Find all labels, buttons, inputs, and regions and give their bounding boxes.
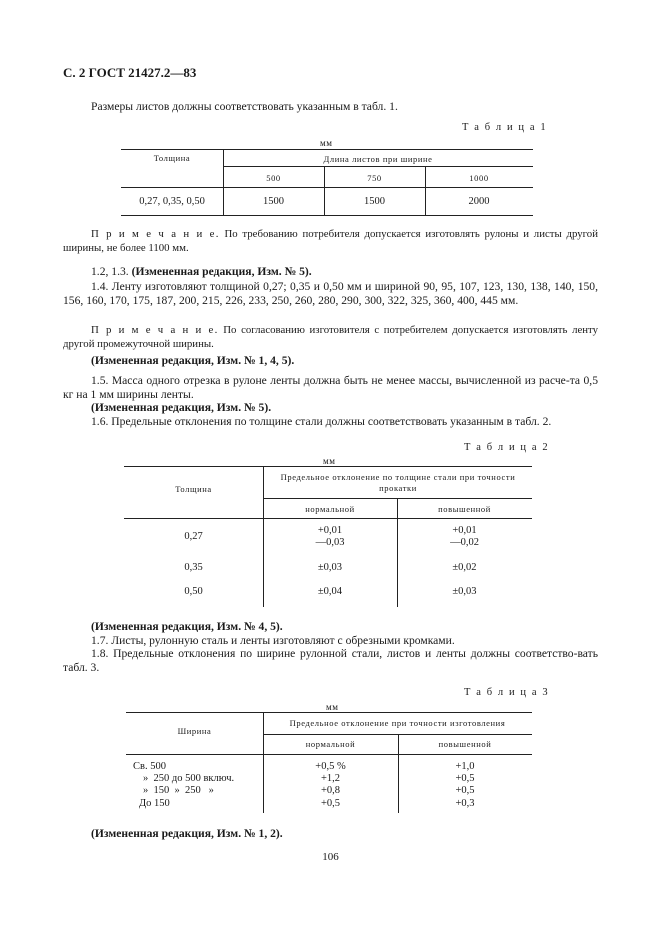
paragraph-1-6: 1.6. Предельные отклонения по толщине стали должны соответствовать указанным в табл. 2. <box>91 415 552 428</box>
table3-row4-width: До 150 <box>139 797 170 809</box>
table3-label: Т а б л и ц а 3 <box>464 687 550 698</box>
note1-head: П р и м е ч а н и е. <box>91 228 220 240</box>
table3-header-width: Ширина <box>177 726 212 736</box>
paragraph-1-4: 1.4. Ленту изготовляют толщиной 0,27; 0,35 и 0,50 мм и шириной 90, 95, 107, 123, 130, 138, 140, 150, 156, 160, 170, 175, 187, 200, 215, 226, 233, 250, 260, 280, 290, 300, 322, 325, 360, 400, 445 мм. <box>63 280 598 307</box>
paragraph-1-5: 1.5. Масса одного отрезка в рулоне ленты должна быть не менее массы, вычисленной из расче-та 0,5 кг на 1 мм ширины ленты. <box>63 374 598 401</box>
table3-header-high: повышенной <box>438 739 492 749</box>
table3-row3-high: +0,5 <box>455 785 475 797</box>
table2-row2-thickness: 0,35 <box>184 562 203 573</box>
table3-width-column <box>133 761 234 810</box>
table3-row1-width: Св. 500 <box>133 761 166 772</box>
table3-high-column <box>398 761 532 810</box>
paragraph-1-8: 1.8. Предельные отклонения по ширине рулонной стали, листов и ленты должны соответство-вать табл. 3. <box>63 647 598 674</box>
table2-row1-thickness: 0,27 <box>184 531 203 542</box>
table3-row1-normal: +0,5 % <box>315 761 346 772</box>
table2-header-normal: нормальной <box>305 504 355 514</box>
note2-text: По согласованию изготовителя с потребителем допускается изготовлять ленту другой промежуточной ширины. <box>63 324 598 350</box>
table1-header-length: Длина листов при ширине <box>323 154 433 164</box>
note1 <box>63 228 598 255</box>
table1-cell-500: 1500 <box>263 196 284 207</box>
table3-row1-high: +1,0 <box>455 761 475 772</box>
table1-cell-750: 1500 <box>364 196 385 207</box>
table3-row3-width: » 150 » 250 » <box>143 785 214 797</box>
table1-unit: мм <box>320 138 333 148</box>
page-header: С. 2 ГОСТ 21427.2—83 <box>63 65 197 80</box>
intro-paragraph: Размеры листов должны соответствовать указанным в табл. 1. <box>91 100 398 113</box>
table2-row3-thickness: 0,50 <box>184 586 203 597</box>
page-number: 106 <box>322 851 339 863</box>
table1-header-thickness: Толщина <box>153 153 191 163</box>
amendment-5: (Измененная редакция, Изм. № 5). <box>91 401 272 414</box>
table3-row4-normal: +0,5 <box>320 797 341 809</box>
table1-cell-thickness: 0,27, 0,35, 0,50 <box>139 196 205 207</box>
amendment-1-4-5: (Измененная редакция, Изм. № 1, 4, 5). <box>91 354 295 367</box>
amendment-4-5: (Измененная редакция, Изм. № 4, 5). <box>91 620 283 633</box>
table2-header-thickness: Толщина <box>175 484 212 494</box>
table3-row2-high: +0,5 <box>455 773 475 785</box>
table2-row2-high: ±0,02 <box>452 562 477 573</box>
table2-row3-high: ±0,03 <box>452 586 477 597</box>
table3-unit: мм <box>326 702 339 712</box>
table2-header-deviation: Предельное отклонение по толщине стали при точности прокатки <box>280 472 516 493</box>
table1-width-1000: 1000 <box>469 173 489 183</box>
table3-header-deviation: Предельное отклонение при точности изготовления <box>289 718 506 728</box>
table2-unit: мм <box>323 456 336 466</box>
table3-row3-normal: +0,8 <box>320 785 341 797</box>
table3-row2-width: » 250 до 500 включ. <box>143 773 235 785</box>
table2-row1-high: +0,01 —0,02 <box>450 525 479 548</box>
table1-width-750: 750 <box>367 173 382 183</box>
table2-row1-normal: +0,01 —0,03 <box>315 525 345 548</box>
note1-text: По требованию потребителя допускается изготовлять рулоны и листы другой ширины, не более 1100 мм. <box>63 228 598 254</box>
note2-head: П р и м е ч а н и е. <box>91 324 219 336</box>
table3-header-normal: нормальной <box>305 739 356 749</box>
table1-label: Т а б л и ц а 1 <box>462 122 548 133</box>
amendment-1-2: (Измененная редакция, Изм. № 1, 2). <box>91 827 283 840</box>
table3-row2-normal: +1,2 <box>320 773 341 785</box>
paragraph-1-7: 1.7. Листы, рулонную сталь и ленты изготовляют с обрезными кромками. <box>91 634 455 647</box>
table1-width-500: 500 <box>266 173 281 183</box>
table2-header-high: повышенной <box>438 504 491 514</box>
table2-row2-normal: ±0,03 <box>317 562 343 573</box>
table3-row4-high: +0,3 <box>455 797 475 809</box>
table2-label: Т а б л и ц а 2 <box>464 442 550 453</box>
paragraph-1-2 <box>63 265 598 279</box>
paragraph-1-2-amendment: (Измененная редакция, Изм. № 5). <box>131 265 312 278</box>
table1-cell-1000: 2000 <box>468 196 490 207</box>
paragraph-1-2-number: 1.2, 1.3. <box>91 265 132 278</box>
table2-row3-normal: ±0,04 <box>317 586 343 597</box>
note2 <box>63 324 598 351</box>
table3-normal-column <box>263 761 398 810</box>
